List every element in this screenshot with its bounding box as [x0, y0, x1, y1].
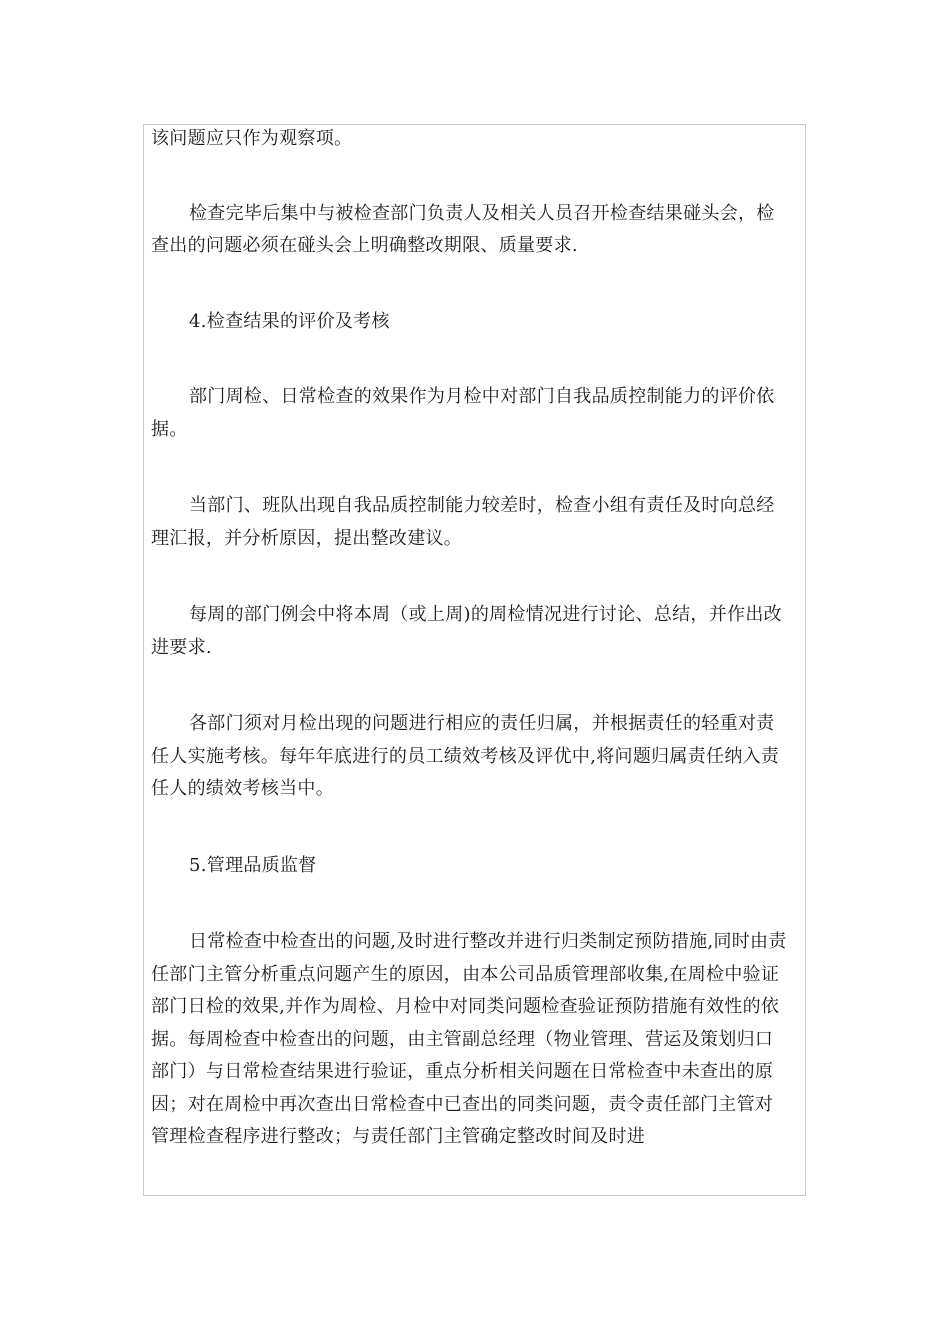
section-heading-4: 4.检查结果的评价及考核: [189, 310, 390, 332]
paragraph-quality-supervision: 日常检查中检查出的问题,及时进行整改并进行归类制定预防措施,同时由责任部门主管分析重点问题产生的原因，由本公司品质管理部收集,在周检中验证部门日检的效果,并作为周检、月检中对同类问题检查验证预防措施有效性的依据。每周检查中检查出的问题，由主管副总经理（物业管理、营运及策划归口部门）与日常检查结果进行验证，重点分析相关问题在日常检查中未查出的原因；对在周检中再次查出日常检查中已查出的同类问题，责令责任部门主管对管理检查程序进行整改；与责任部门主管确定整改时间及时进: [151, 931, 787, 1147]
paragraph-report-to-gm: 当部门、班队出现自我品质控制能力较差时，检查小组有责任及时向总经理汇报，并分析原因，提出整改建议。: [151, 495, 775, 549]
paragraph-weekly-meeting: 每周的部门例会中将本周（或上周)的周检情况进行讨论、总结，并作出改进要求.: [151, 604, 782, 658]
paragraph-observation-item: 该问题应只作为观察项。: [151, 128, 353, 149]
document-body: [151, 125, 791, 1154]
paragraph-evaluation-basis: 部门周检、日常检查的效果作为月检中对部门自我品质控制能力的评价依据。: [151, 386, 775, 440]
document-page: [143, 124, 806, 1196]
section-heading-5: 5.管理品质监督: [189, 854, 317, 876]
paragraph-inspection-meeting: 检查完毕后集中与被检查部门负责人及相关人员召开检查结果碰头会，检查出的问题必须在碰头会上明确整改期限、质量要求.: [151, 202, 775, 256]
paragraph-responsibility-assessment: 各部门须对月检出现的问题进行相应的责任归属，并根据责任的轻重对责任人实施考核。每年年底进行的员工绩效考核及评优中,将问题归属责任纳入责任人的绩效考核当中。: [151, 713, 780, 799]
